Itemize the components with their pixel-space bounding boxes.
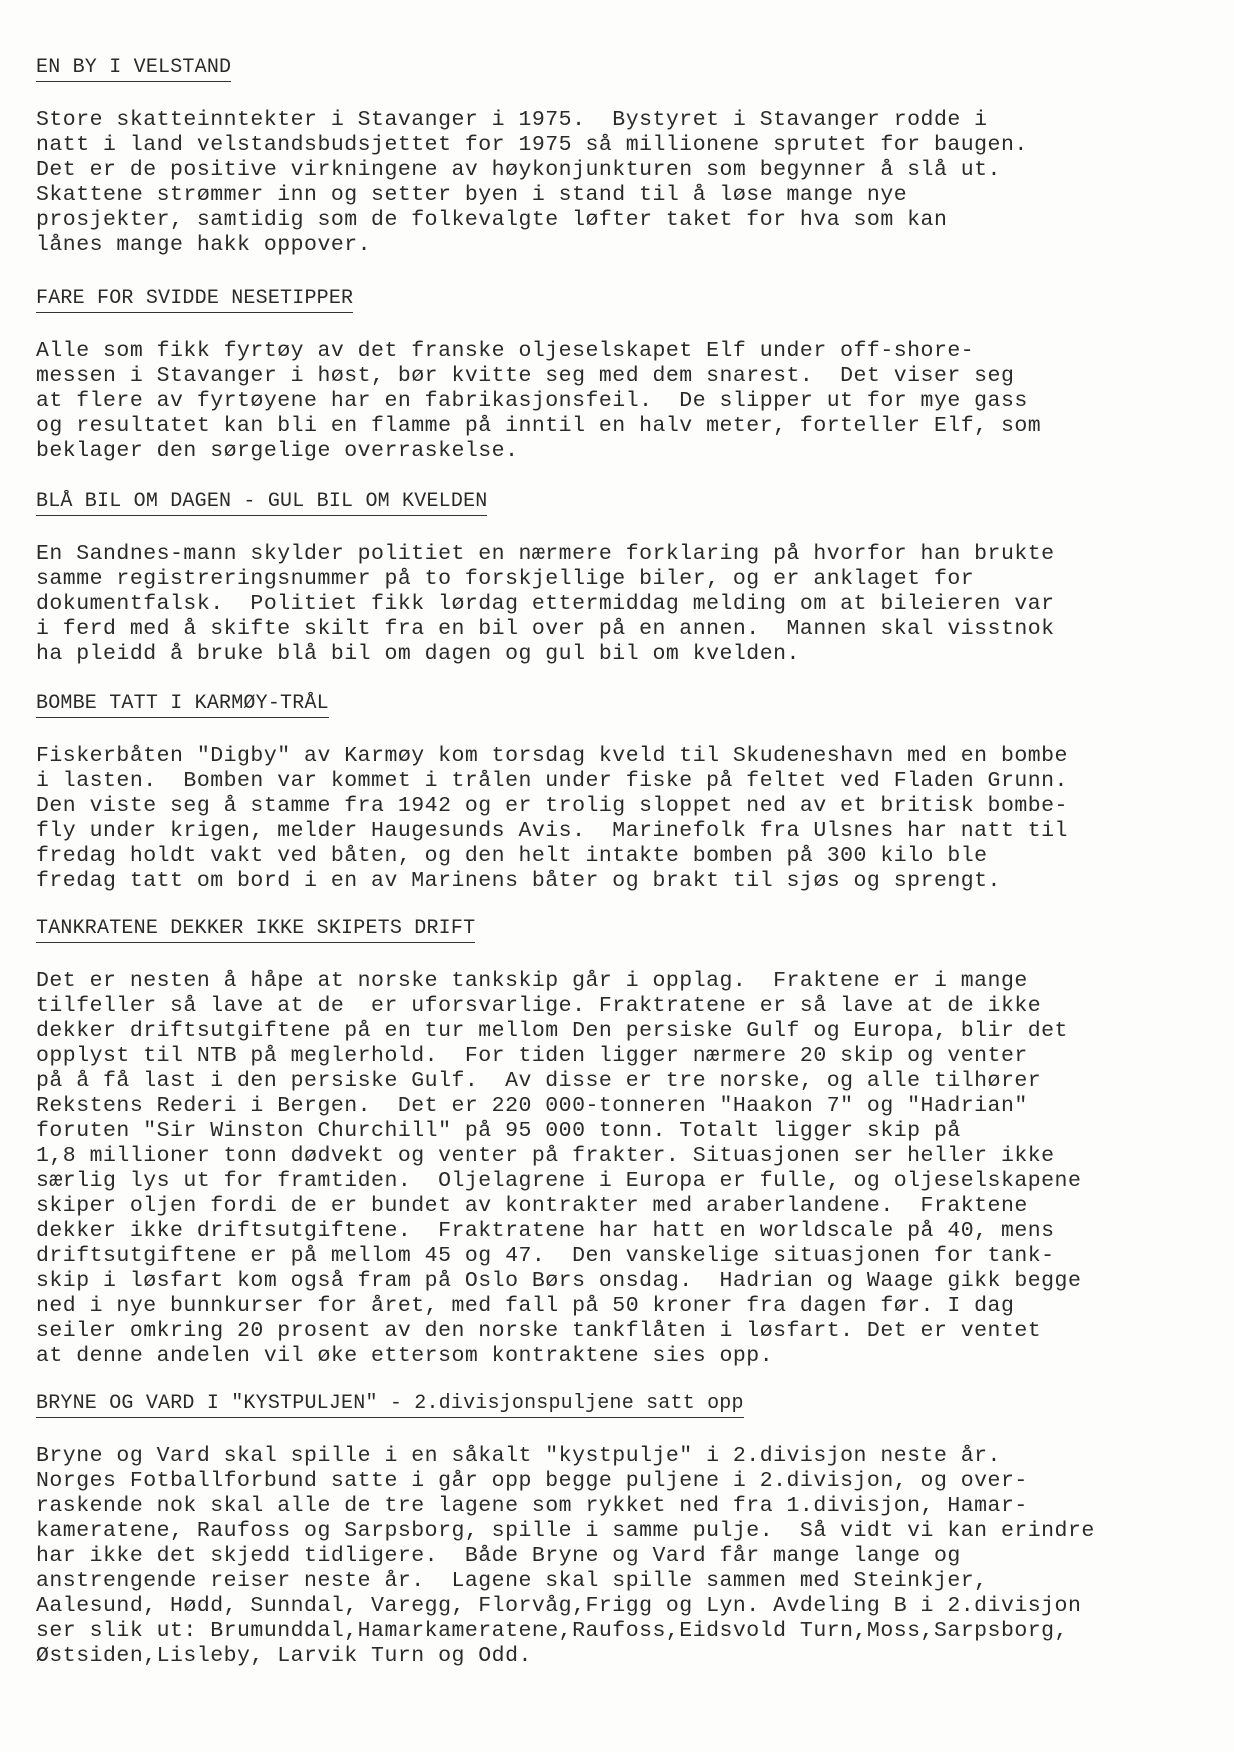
text-line: natt i land velstandsbudsjettet for 1975 så millionene sprutet for baugen.	[36, 133, 1028, 157]
article-heading: BLÅ BIL OM DAGEN - GUL BIL OM KVELDEN	[36, 490, 487, 516]
article-tankratene	[36, 917, 1206, 1369]
text-line: foruten "Sir Winston Churchill" på 95 000 tonn. Totalt ligger skip på	[36, 1119, 961, 1143]
text-line: Store skatteinntekter i Stavanger i 1975. Bystyret i Stavanger rodde i	[36, 108, 988, 132]
text-line: Aalesund, Hødd, Sunndal, Varegg, Florvåg,Frigg og Lyn. Avdeling B i 2.divisjon	[36, 1594, 1082, 1618]
text-line: skip i løsfart kom også fram på Oslo Børs onsdag. Hadrian og Waage gikk begge	[36, 1269, 1082, 1293]
text-line: opplyst til NTB på meglerhold. For tiden ligger nærmere 20 skip og venter	[36, 1044, 1028, 1068]
article-heading: FARE FOR SVIDDE NESETIPPER	[36, 287, 353, 313]
text-line: dekker driftsutgiftene på en tur mellom Den persiske Gulf og Europa, blir det	[36, 1019, 1068, 1043]
text-line: i lasten. Bomben var kommet i trålen under fiske på feltet ved Fladen Grunn.	[36, 769, 1068, 793]
text-line: Det er nesten å håpe at norske tankskip går i opplag. Fraktene er i mange	[36, 969, 1028, 993]
text-line: Fiskerbåten "Digby" av Karmøy kom torsdag kveld til Skudeneshavn med en bombe	[36, 744, 1068, 768]
article-body	[36, 744, 1206, 894]
text-line: skiper oljen fordi de er bundet av kontrakter med araberlandene. Fraktene	[36, 1194, 1028, 1218]
text-line: Rekstens Rederi i Bergen. Det er 220 000-tonneren "Haakon 7" og "Hadrian"	[36, 1094, 1028, 1118]
text-line: anstrengende reiser neste år. Lagene skal spille sammen med Steinkjer,	[36, 1569, 988, 1593]
article-body	[36, 339, 1206, 464]
article-heading: BRYNE OG VARD I "KYSTPULJEN" - 2.divisjonspuljene satt opp	[36, 1392, 744, 1418]
article-bryne-og-vard	[36, 1392, 1206, 1669]
text-line: raskende nok skal alle de tre lagene som rykket ned fra 1.divisjon, Hamar-	[36, 1494, 1028, 1518]
article-heading: BOMBE TATT I KARMØY-TRÅL	[36, 692, 329, 718]
text-line: og resultatet kan bli en flamme på inntil en halv meter, forteller Elf, som	[36, 414, 1042, 438]
text-line: i ferd med å skifte skilt fra en bil over på en annen. Mannen skal visstnok	[36, 617, 1055, 641]
text-line: har ikke det skjedd tidligere. Både Bryne og Vard får mange lange og	[36, 1544, 961, 1568]
text-line: samme registreringsnummer på to forskjellige biler, og er anklaget for	[36, 567, 975, 591]
text-line: lånes mange hakk oppover.	[36, 233, 372, 257]
text-line: beklager den sørgelige overraskelse.	[36, 439, 519, 463]
article-body	[36, 969, 1206, 1369]
article-body	[36, 542, 1206, 667]
text-line: Alle som fikk fyrtøy av det franske oljeselskapet Elf under off-shore-	[36, 339, 975, 363]
text-line: Skattene strømmer inn og setter byen i stand til å løse mange nye	[36, 183, 908, 207]
text-line: fly under krigen, melder Haugesunds Avis. Marinefolk fra Ulsnes har natt til	[36, 819, 1068, 843]
text-line: ser slik ut: Brumunddal,Hamarkameratene,Raufoss,Eidsvold Turn,Moss,Sarpsborg,	[36, 1619, 1068, 1643]
article-body	[36, 108, 1206, 258]
text-line: kameratene, Raufoss og Sarpsborg, spille i samme pulje. Så vidt vi kan erindre	[36, 1519, 1095, 1543]
article-bla-bil-gul-bil	[36, 490, 1206, 667]
text-line: ha pleidd å bruke blå bil om dagen og gul bil om kvelden.	[36, 642, 800, 666]
text-line: dokumentfalsk. Politiet fikk lørdag ettermiddag melding om at bileieren var	[36, 592, 1055, 616]
text-line: at denne andelen vil øke ettersom kontraktene sies opp.	[36, 1344, 774, 1368]
text-line: Det er de positive virkningene av høykonjunkturen som begynner å slå ut.	[36, 158, 1001, 182]
article-bombe-tatt-i-karmoy-tral	[36, 692, 1206, 894]
text-line: Bryne og Vard skal spille i en såkalt "kystpulje" i 2.divisjon neste år.	[36, 1444, 1001, 1468]
text-line: Østsiden,Lisleby, Larvik Turn og Odd.	[36, 1644, 532, 1668]
article-en-by-i-velstand	[36, 56, 1206, 258]
text-line: fredag holdt vakt ved båten, og den helt intakte bomben på 300 kilo ble	[36, 844, 988, 868]
article-heading: TANKRATENE DEKKER IKKE SKIPETS DRIFT	[36, 917, 475, 943]
text-line: dekker ikke driftsutgiftene. Fraktratene har hatt en worldscale på 40, mens	[36, 1219, 1055, 1243]
text-line: fredag tatt om bord i en av Marinens båter og brakt til sjøs og sprengt.	[36, 869, 1001, 893]
text-line: 1,8 millioner tonn dødvekt og venter på frakter. Situasjonen ser heller ikke	[36, 1144, 1055, 1168]
text-line: seiler omkring 20 prosent av den norske tankflåten i løsfart. Det er ventet	[36, 1319, 1042, 1343]
text-line: prosjekter, samtidig som de folkevalgte løfter taket for hva som kan	[36, 208, 948, 232]
text-line: på å få last i den persiske Gulf. Av disse er tre norske, og alle tilhører	[36, 1069, 1042, 1093]
article-fare-for-svidde-nesetipper	[36, 287, 1206, 464]
article-body	[36, 1444, 1206, 1669]
text-line: messen i Stavanger i høst, bør kvitte seg med dem snarest. Det viser seg	[36, 364, 1015, 388]
text-line: ned i nye bunnkurser for året, med fall på 50 kroner fra dagen før. I dag	[36, 1294, 1015, 1318]
text-line: Den viste seg å stamme fra 1942 og er trolig sloppet ned av et britisk bombe-	[36, 794, 1068, 818]
article-heading: EN BY I VELSTAND	[36, 56, 231, 82]
text-line: driftsutgiftene er på mellom 45 og 47. Den vanskelige situasjonen for tank-	[36, 1244, 1055, 1268]
text-line: at flere av fyrtøyene har en fabrikasjonsfeil. De slipper ut for mye gass	[36, 389, 1028, 413]
text-line: særlig lys ut for framtiden. Oljelagrene i Europa er fulle, og oljeselskapene	[36, 1169, 1082, 1193]
text-line: tilfeller så lave at de er uforsvarlige. Fraktratene er så lave at de ikke	[36, 994, 1042, 1018]
text-line: En Sandnes-mann skylder politiet en nærmere forklaring på hvorfor han brukte	[36, 542, 1055, 566]
text-line: Norges Fotballforbund satte i går opp begge puljene i 2.divisjon, og over-	[36, 1469, 1028, 1493]
